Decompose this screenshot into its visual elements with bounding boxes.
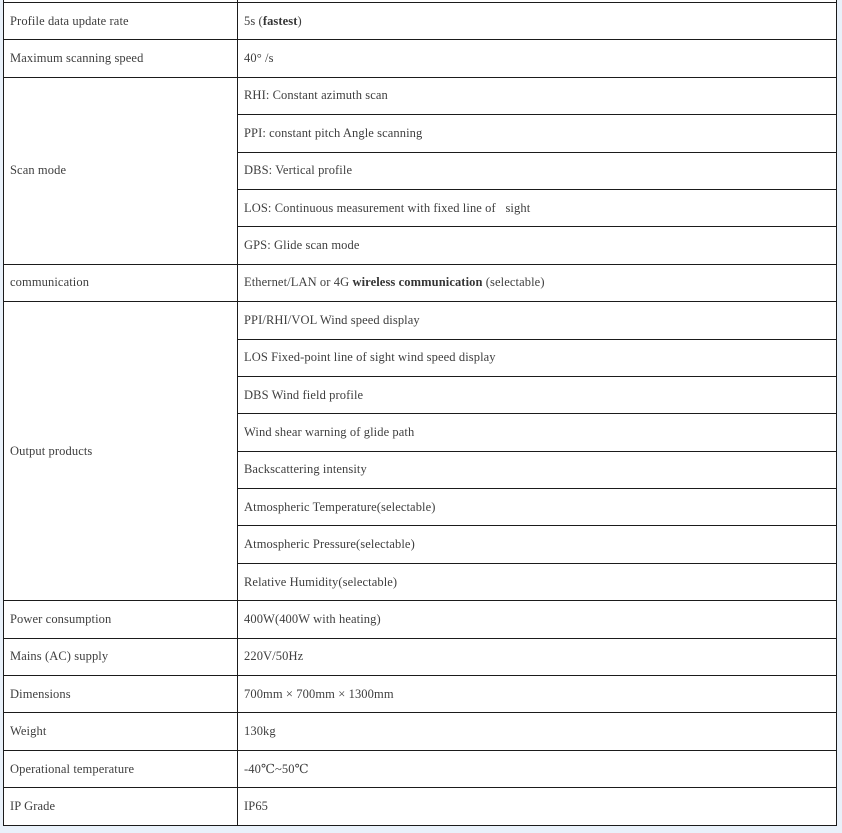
table-row [4,264,837,301]
output-product-item-los-wind-speed [238,339,837,376]
output-product-item-dbs-wind-field [238,376,837,413]
table-row [4,788,837,825]
output-product-item-pressure [238,526,837,563]
scan-mode-item-ppi [238,115,837,152]
spec-label-text: Dimensions [10,686,71,701]
value-ip-grade [238,788,837,825]
value-profile-data-update-rate [238,3,837,40]
label-operational-temperature [4,750,238,787]
spec-value-text: PPI: constant pitch Angle scanning [244,125,423,140]
spec-value-text: 700mm × 700mm × 1300mm [244,686,394,701]
label-ip-grade [4,788,238,825]
spec-label-text: communication [10,275,90,290]
table-row [4,750,837,787]
value-operational-temperature [238,750,837,787]
label-communication [4,264,238,301]
value-power-consumption [238,601,837,638]
output-product-item-temperature [238,489,837,526]
value-communication [238,264,837,301]
spec-value-text: Atmospheric Temperature(selectable) [244,499,436,514]
spec-value-text: Ethernet/LAN or 4G [244,275,353,290]
spec-value-text: 130kg [244,724,276,739]
table-row [4,601,837,638]
scan-mode-item-gps [238,227,837,264]
value-weight [238,713,837,750]
output-product-item-wind-speed-display [238,302,837,339]
output-product-item-wind-shear-warning [238,414,837,451]
spec-label-text: IP Grade [10,798,56,813]
spec-value-text: 5s ( [244,13,263,28]
spec-value-text: -40℃~50℃ [244,762,309,776]
spec-value-text: LOS Fixed-point line of sight wind speed display [244,350,496,365]
spec-value-text: 220V/50Hz [244,649,304,664]
output-product-item-humidity [238,563,837,600]
spec-label-text: Power consumption [10,611,112,626]
scan-mode-item-rhi [238,77,837,114]
spec-value-text: LOS: Continuous measurement with fixed line of sight [244,200,531,215]
scan-mode-item-los [238,189,837,226]
spec-value-text: (selectable) [482,275,545,290]
spec-label-text: Output products [10,443,93,458]
table-row [4,676,837,713]
spec-value-bold-text: wireless communication [352,275,483,290]
table-row [4,302,837,339]
label-scan-mode [4,77,238,264]
spec-label-text: Weight [10,724,47,739]
spec-value-text: RHI: Constant azimuth scan [244,88,388,103]
specification-table [3,0,837,826]
spec-value-text: PPI/RHI/VOL Wind speed display [244,312,420,327]
spec-label-text: Profile data update rate [10,13,129,28]
table-row [4,77,837,114]
label-profile-data-update-rate [4,3,238,40]
spec-label-text: Maximum scanning speed [10,51,144,66]
value-maximum-scanning-speed [238,40,837,77]
spec-label-text: Mains (AC) supply [10,649,109,664]
label-maximum-scanning-speed [4,40,238,77]
table-row [4,638,837,675]
label-output-products [4,302,238,601]
spec-value-bold-text: fastest [262,13,298,28]
label-power-consumption [4,601,238,638]
spec-value-text: Relative Humidity(selectable) [244,574,398,589]
spec-value-text: DBS Wind field profile [244,387,364,402]
spec-value-text: 40° /s [244,51,274,66]
spec-value-text: Backscattering intensity [244,462,367,477]
label-dimensions [4,676,238,713]
scan-mode-item-dbs [238,152,837,189]
spec-value-text: Wind shear warning of glide path [244,424,415,439]
value-dimensions [238,676,837,713]
spec-value-text: Atmospheric Pressure(selectable) [244,537,415,552]
spec-value-text: IP65 [244,798,269,813]
table-row [4,713,837,750]
spec-label-text: Scan mode [10,163,67,178]
spec-label-text: Operational temperature [10,761,135,776]
label-mains-ac-supply [4,638,238,675]
value-mains-ac-supply [238,638,837,675]
spec-value-text: GPS: Glide scan mode [244,238,360,253]
label-weight [4,713,238,750]
spec-value-text: DBS: Vertical profile [244,163,353,178]
spec-value-text: 400W(400W with heating) [244,611,381,626]
table-row [4,3,837,40]
spec-value-text: ) [297,13,302,28]
output-product-item-backscattering [238,451,837,488]
table-row [4,40,837,77]
